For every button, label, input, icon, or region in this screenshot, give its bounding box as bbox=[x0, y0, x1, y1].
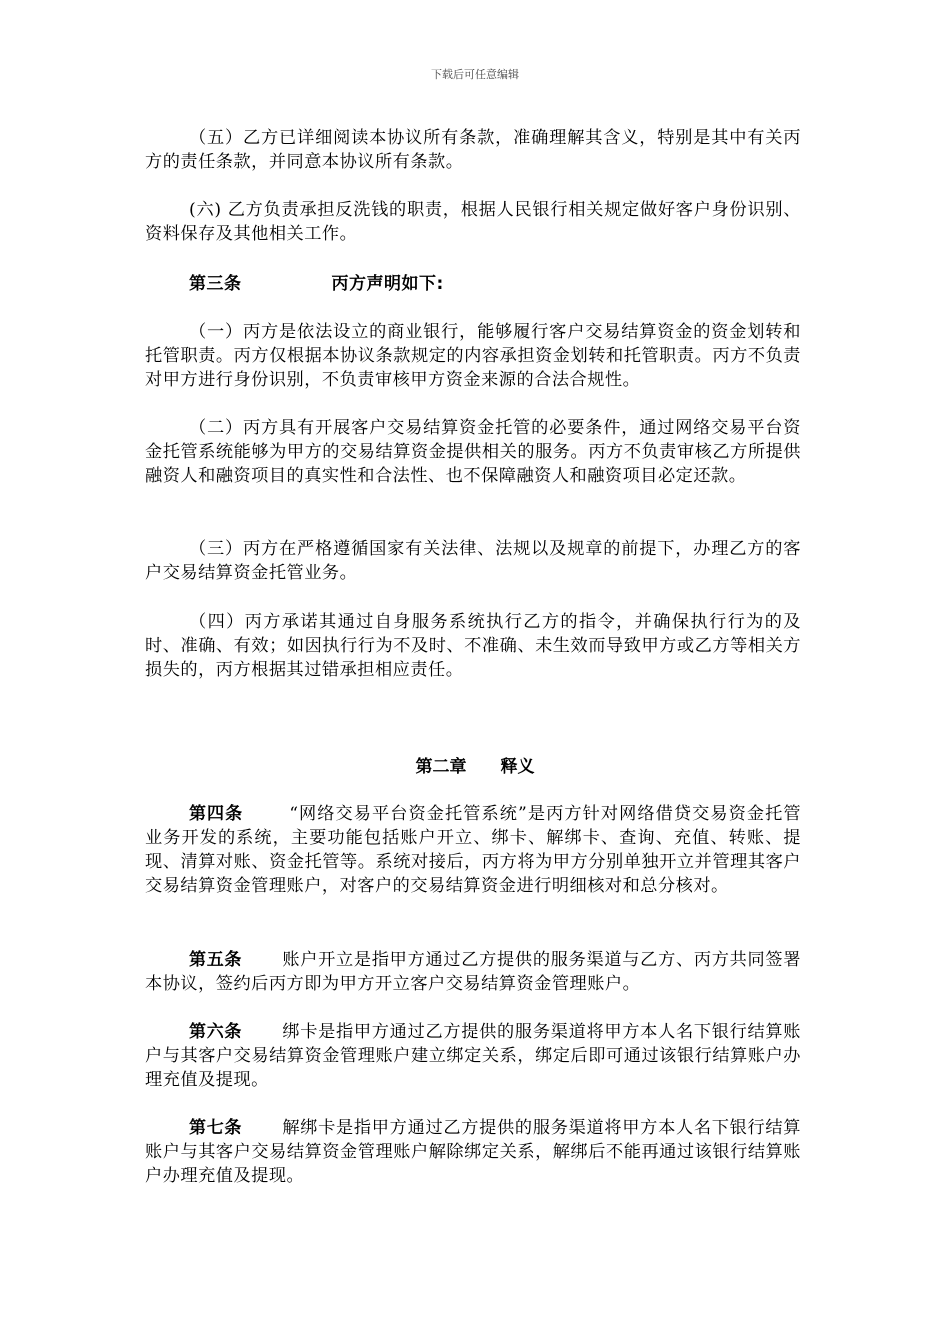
article-5 bbox=[145, 948, 801, 996]
paragraph-6: (六) 乙方负责承担反洗钱的职责，根据人民银行相关规定做好客户身份识别、资料保存及其他相关工作。 bbox=[145, 200, 801, 244]
article-7-label: 第七条 bbox=[189, 1118, 243, 1138]
article-4-label: 第四条 bbox=[189, 804, 244, 824]
article-3-item-2: （二）丙方具有开展客户交易结算资金托管的必要条件，通过网络交易平台资金托管系统能够为甲方的交易结算资金提供相关的服务。丙方不负责审核乙方所提供融资人和融资项目的真实性和合法性、也不保障融资人和融资项目必定还款。 bbox=[145, 418, 801, 486]
article-4-text: “网络交易平台资金托管系统”是丙方针对网络借贷交易资金托管业务开发的系统，主要功能包括账户开立、绑卡、解绑卡、查询、充值、转账、提现、清算对账、资金托管等。系统对接后，丙方将为甲方分别单独开立并管理其客户交易结算资金管理账户，对客户的交易结算资金进行明细核对和总分核对。 bbox=[145, 804, 802, 896]
article-3-item-4: （四）丙方承诺其通过自身服务系统执行乙方的指令，并确保执行行为的及时、准确、有效；如因执行行为不及时、不准确、未生效而导致甲方或乙方等相关方损失的，丙方根据其过错承担相应责任。 bbox=[145, 612, 801, 680]
article-3-heading bbox=[145, 272, 801, 296]
article-3-title: 丙方声明如下: bbox=[331, 274, 444, 294]
article-6-label: 第六条 bbox=[189, 1022, 243, 1042]
chapter-heading bbox=[0, 752, 950, 777]
paragraph-5: （五）乙方已详细阅读本协议所有条款，准确理解其含义，特别是其中有关丙方的责任条款，并同意本协议所有条款。 bbox=[145, 128, 801, 172]
article-5-text: 账户开立是指甲方通过乙方提供的服务渠道与乙方、丙方共同签署本协议，签约后丙方即为甲方开立客户交易结算资金管理账户。 bbox=[145, 950, 801, 994]
chapter-title: 释义 bbox=[500, 757, 535, 777]
article-6 bbox=[145, 1020, 801, 1092]
article-5-label: 第五条 bbox=[189, 950, 243, 970]
article-3-item-1: （一）丙方是依法设立的商业银行，能够履行客户交易结算资金的资金划转和托管职责。丙方仅根据本协议条款规定的内容承担资金划转和托管职责。丙方不负责对甲方进行身份识别，不负责审核甲方资金来源的合法合规性。 bbox=[145, 322, 801, 390]
chapter-label: 第二章 bbox=[415, 757, 467, 777]
article-3-item-3: （三）丙方在严格遵循国家有关法律、法规以及规章的前提下，办理乙方的客户交易结算资金托管业务。 bbox=[145, 539, 801, 583]
article-7 bbox=[145, 1116, 801, 1188]
article-7-text: 解绑卡是指甲方通过乙方提供的服务渠道将甲方本人名下银行结算账户与其客户交易结算资金管理账户解除绑定关系，解绑后不能再通过该银行结算账户办理充值及提现。 bbox=[145, 1118, 801, 1186]
article-3-label: 第三条 bbox=[189, 274, 242, 294]
page-header: 下载后可任意编辑 bbox=[431, 68, 519, 81]
article-4 bbox=[145, 802, 801, 898]
article-6-text: 绑卡是指甲方通过乙方提供的服务渠道将甲方本人名下银行结算账户与其客户交易结算资金管理账户建立绑定关系，绑定后即可通过该银行结算账户办理充值及提现。 bbox=[145, 1022, 801, 1090]
